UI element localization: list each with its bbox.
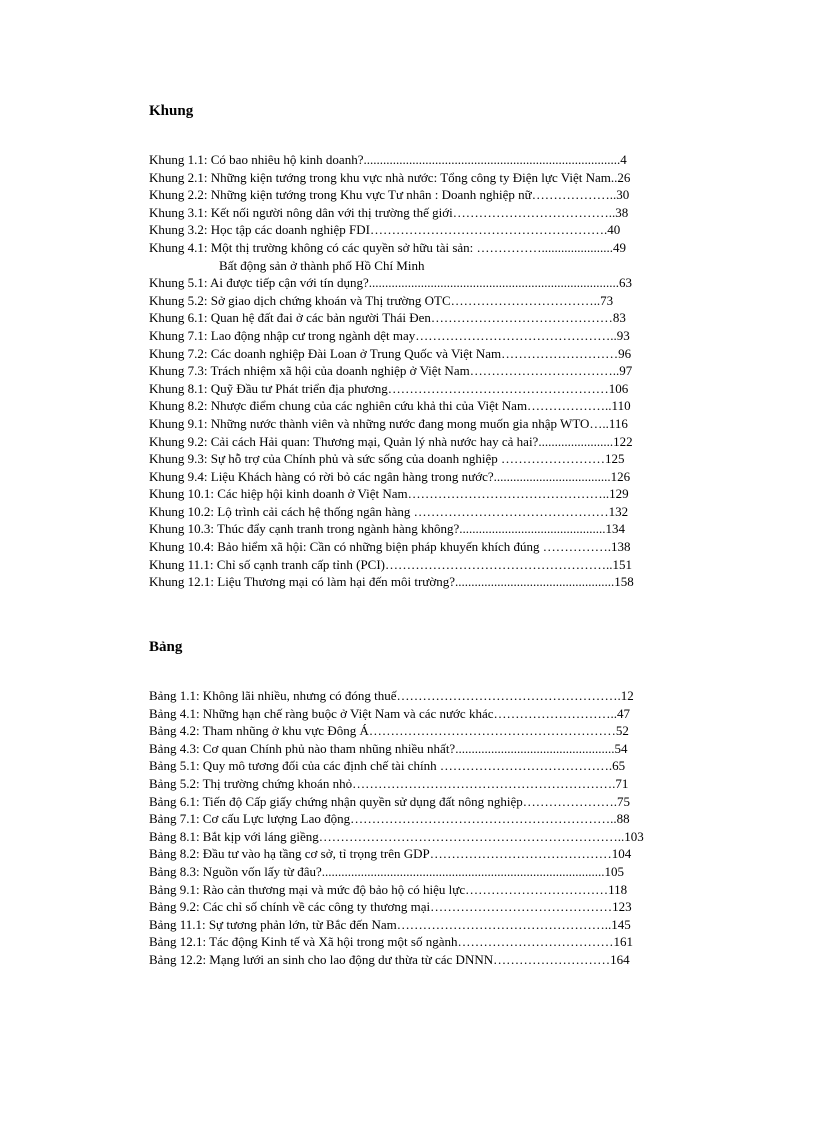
list-item: Khung 7.1: Lao động nhập cư trong ngành dệt may………………………………………..93: [149, 327, 630, 343]
tables-list: [149, 687, 696, 969]
list-item: Khung 12.1: Liệu Thương mại có làm hại đến môi trường?.................................................158: [149, 574, 634, 590]
list-item: Bảng 4.2: Tham nhũng ở khu vực Đông Á…………………………………………………52: [149, 723, 629, 739]
list-item: Khung 8.2: Nhược điểm chung của các nghiên cứu khả thi của Việt Nam………………..110: [149, 398, 631, 414]
list-item: Khung 10.2: Lộ trình cải cách hệ thống ngân hàng ………………………………………132: [149, 503, 629, 519]
list-item: Bảng 1.1: Không lãi nhiều, nhưng có đóng thuế…………………………………………….12: [149, 688, 634, 703]
list-item: Bảng 5.1: Quy mô tương đối của các định chế tài chính ………………………………….65: [149, 758, 626, 774]
list-item: Khung 3.2: Học tập các doanh nghiệp FDI……………………………………………….40: [149, 222, 621, 238]
list-item: Khung 10.1: Các hiệp hội kinh doanh ở Việt Nam………………………………………..129: [149, 486, 629, 502]
list-item: Khung 9.3: Sự hỗ trợ của Chính phủ và sức sống của doanh nghiệp ……………………125: [149, 451, 625, 467]
list-item: Khung 6.1: Quan hệ đất đai ở các bản người Thái Đen……………………………………83: [149, 310, 626, 326]
list-item: Bảng 9.2: Các chỉ số chính về các công ty thương mại……………………………………123: [149, 899, 632, 915]
list-item: Khung 9.2: Cải cách Hải quan: Thương mại, Quản lý nhà nước hay cả hai?.......................122: [149, 433, 633, 449]
list-item: Bảng 8.3: Nguồn vốn lấy từ đâu?.......................................................................................105: [149, 863, 625, 879]
list-item: Khung 5.1: Ai được tiếp cận với tín dụng?.............................................................................63: [149, 275, 632, 291]
list-item: Bảng 7.1: Cơ cấu Lực lượng Lao động……………………………………………………..88: [149, 811, 630, 827]
list-item: Khung 2.2: Những kiện tướng trong Khu vực Tư nhân : Doanh nghiệp nữ………………..30: [149, 187, 630, 203]
list-item: Bảng 11.1: Sự tương phản lớn, từ Bắc đến Nam…………………………………………..145: [149, 916, 631, 932]
list-item: Khung 1.1: Có bao nhiêu hộ kinh doanh?...............................................................................4: [149, 152, 627, 167]
list-item: Khung 4.1: Một thị trường không có các quyền sở hữu tài sản: ……………......................49: [149, 239, 627, 255]
list-item: Khung 9.1: Những nước thành viên và những nước đang mong muốn gia nhập WTO…..116: [149, 415, 628, 431]
section-heading-boxes: Khung: [149, 103, 194, 119]
list-item: Khung 5.2: Sở giao dịch chứng khoán và Thị trường OTC……………………………..73: [149, 292, 614, 308]
list-item: Bảng 5.2: Thị trường chứng khoán nhỏ…………………………………………………….71: [149, 775, 629, 791]
list-item: Bảng 12.1: Tác động Kinh tế và Xã hội trong một số ngành………………………………161: [149, 934, 633, 950]
section-heading-tables: Bảng: [149, 639, 183, 655]
list-item: Khung 7.3: Trách nhiệm xã hội của doanh nghiệp ở Việt Nam……………………………..97: [149, 363, 633, 379]
boxes-list: [149, 151, 696, 591]
list-item: Bảng 9.1: Rào cản thương mại và mức độ bảo hộ có hiệu lực……………………………118: [149, 881, 628, 897]
list-item: Khung 10.3: Thúc đẩy cạnh tranh trong ngành hàng không?.............................................134: [149, 521, 625, 537]
list-item: Bảng 6.1: Tiến độ Cấp giấy chứng nhận quyền sử dụng đất nông nghiệp………………….75: [149, 793, 630, 809]
list-item-continuation: Bất động sản ở thành phố Hồ Chí Minh: [219, 257, 425, 273]
list-item: Khung 3.1: Kết nối người nông dân với thị trường thế giới………………………………..38: [149, 204, 629, 220]
list-item: Bảng 8.1: Bắt kịp với láng giềng……………………………………………………………..103: [149, 828, 644, 844]
list-item: Bảng 12.2: Mạng lưới an sinh cho lao động dư thừa từ các DNNN………………………164: [149, 951, 630, 967]
list-item: Khung 8.1: Quỹ Đầu tư Phát triển địa phương……………………………………………106: [149, 380, 629, 396]
list-item: Bảng 4.3: Cơ quan Chính phủ nào tham nhũng nhiều nhất?.................................................54: [149, 740, 628, 756]
list-item: Khung 10.4: Bảo hiểm xã hội: Cần có những biện pháp khuyến khích đúng …………….138: [149, 539, 631, 555]
list-item: Khung 7.2: Các doanh nghiệp Đài Loan ở Trung Quốc và Việt Nam………………………96: [149, 345, 632, 361]
list-item: Khung 11.1: Chỉ số cạnh tranh cấp tỉnh (PCI)……………………………………………..151: [149, 556, 633, 572]
list-item: Khung 2.1: Những kiện tướng trong khu vực nhà nước: Tổng công ty Điện lực Việt Nam..26: [149, 169, 631, 185]
list-item: Bảng 4.1: Những hạn chế ràng buộc ở Việt Nam và các nước khác………………………..47: [149, 705, 630, 721]
list-item: Bảng 8.2: Đầu tư vào hạ tầng cơ sở, tỉ trọng trên GDP……………………………………104: [149, 846, 632, 862]
list-item: Khung 9.4: Liệu Khách hàng có rời bỏ các ngân hàng trong nước?....................................126: [149, 468, 631, 484]
